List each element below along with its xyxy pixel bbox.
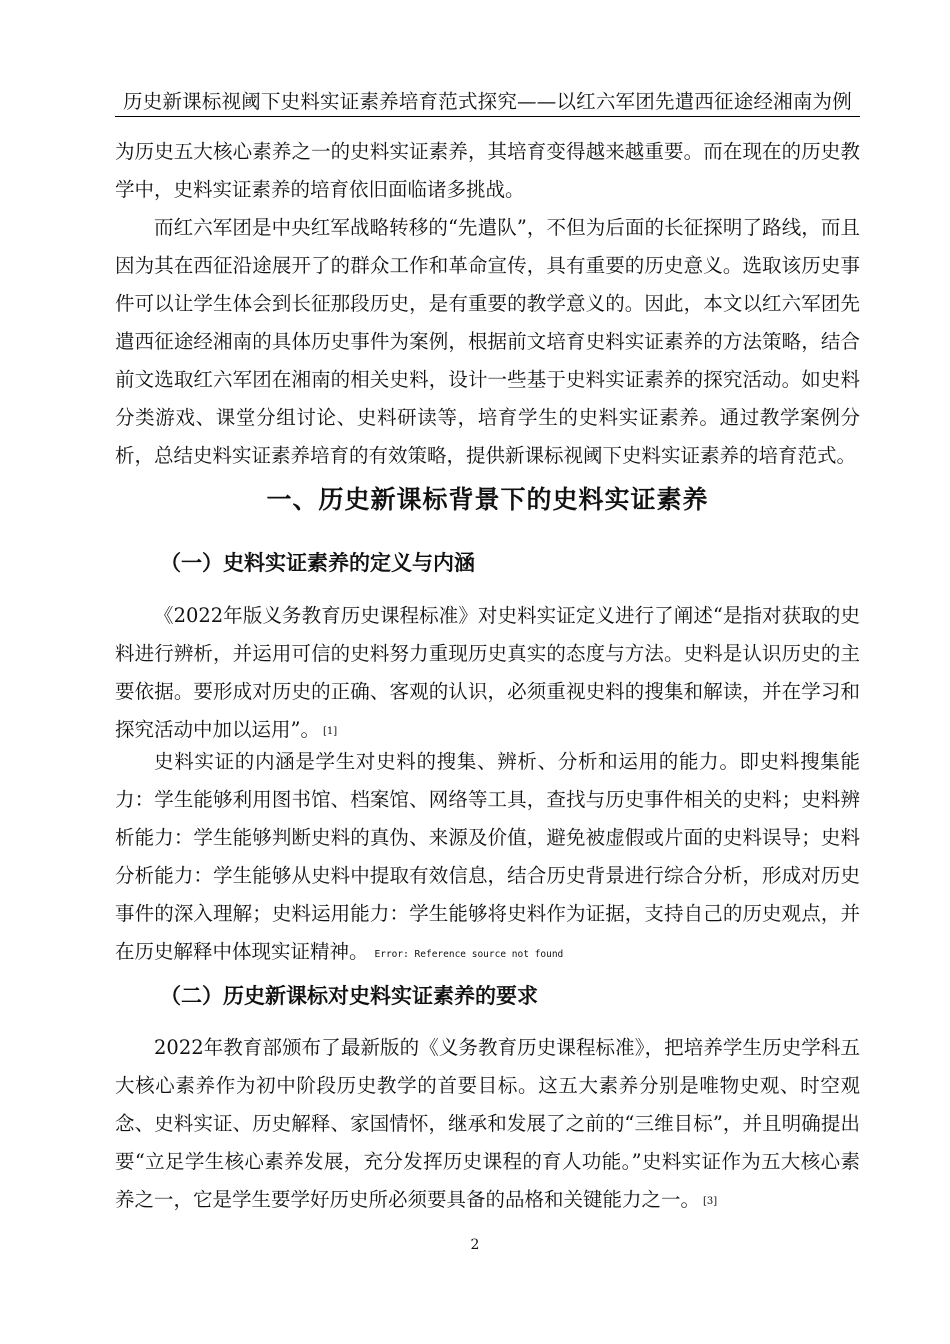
reference-error-note: Error: Reference source not found [374,949,564,960]
paragraph-definition [115,597,860,749]
page-number: 2 [470,1237,480,1253]
paragraph-red-sixth-army [115,209,860,475]
paragraph-requirements-text: 2022年教育部颁布了最新版的《义务教育历史课程标准》，把培养学生历史学科五大核心素养作为初中阶段历史教学的首要目标。这五大素养分别是唯物史观、时空观念、史料实证、历史解释、家国情怀，继承和发展了之前的“三维目标”，并且明确提出要“立足学生核心素养发展，充分发挥历史课程的育人功能。”史料实证作为五大核心素养之一，它是学生要学好历史所必须要具备的品格和关键能力之一。 [115,1036,860,1211]
citation-3[interactable]: [3] [703,1196,718,1207]
subsection-heading-1: （一）史料实证素养的定义与内涵 [160,551,475,575]
citation-1[interactable]: [1] [322,726,338,737]
paragraph-requirements [115,1029,860,1219]
paragraph-intro-continued [115,133,860,209]
paragraph-definition-text: 《2022年版义务教育历史课程标准》对史料实证定义进行了阐述“是指对获取的史料进行辨析，并运用可信的史料努力重现历史真实的态度与方法。史料是认识历史的主要依据。要形成对历史的正确、客观的认识，必须重视史料的搜集和解读，并在学习和探究活动中加以运用”。 [115,604,860,741]
paragraph-connotation [115,743,860,971]
subsection-heading-2: （二）历史新课标对史料实证素养的要求 [160,984,538,1008]
header-rule [115,116,860,117]
paragraph-connotation-text: 史料实证的内涵是学生对史料的搜集、辨析、分析和运用的能力。即史料搜集能力：学生能够利用图书馆、档案馆、网络等工具，查找与历史事件相关的史料；史料辨析能力：学生能够判断史料的真伪、来源及价值，避免被虚假或片面的史料误导；史料分析能力：学生能够从史料中提取有效信息，结合历史背景进行综合分析，形成对历史事件的深入理解；史料运用能力：学生能够将史料作为证据，支持自己的历史观点，并在历史解释中体现实证精神。 [115,750,860,963]
paragraph-intro-continued-text: 为历史五大核心素养之一的史料实证素养，其培育变得越来越重要。而在现在的历史教学中，史料实证素养的培育依旧面临诸多挑战。 [115,140,860,201]
paragraph-red-sixth-army-text: 而红六军团是中央红军战略转移的“先遣队”，不但为后面的长征探明了路线，而且因为其在西征沿途展开了的群众工作和革命宣传，具有重要的历史意义。选取该历史事件可以让学生体会到长征那段历史，是有重要的教学意义的。因此，本文以红六军团先遣西征途经湘南的具体历史事件为案例，根据前文培育史料实证素养的方法策略，结合前文选取红六军团在湘南的相关史料，设计一些基于史料实证素养的探究活动。如史料分类游戏、课堂分组讨论、史料研读等，培育学生的史料实证素养。通过教学案例分析，总结史料实证素养培育的有效策略，提供新课标视阈下史料实证素养的培育范式。 [115,216,860,467]
running-header: 历史新课标视阈下史料实证素养培育范式探究——以红六军团先遣西征途经湘南为例 [123,90,852,113]
section-heading-1: 一、历史新课标背景下的史料实证素养 [266,485,709,514]
